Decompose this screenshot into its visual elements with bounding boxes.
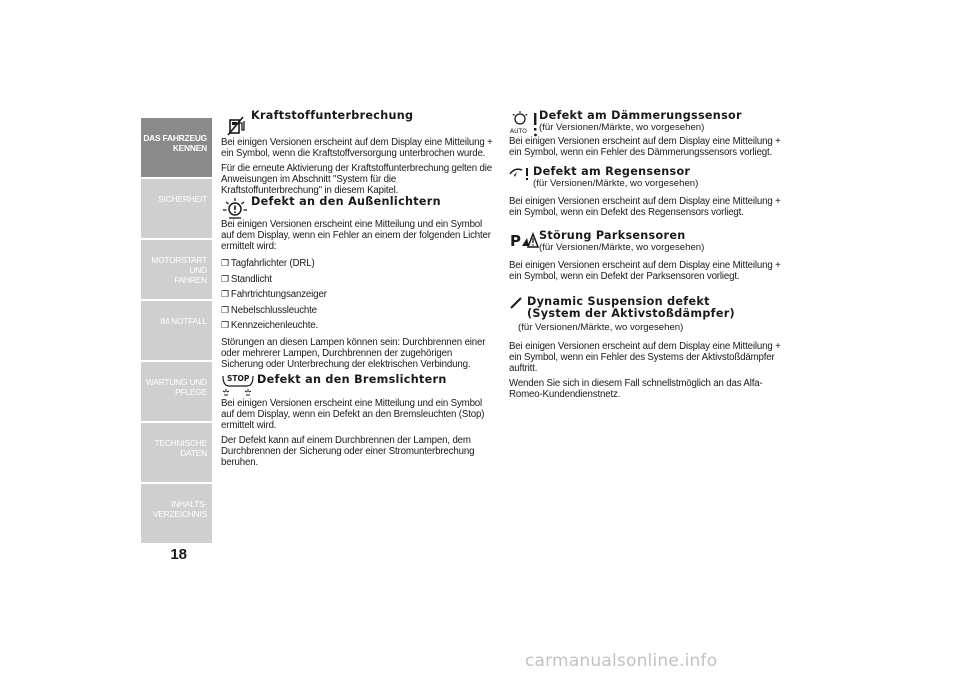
dusk-heading xyxy=(509,110,781,136)
list-item: ❐ Tagfahrlichter (DRL) xyxy=(221,258,315,269)
rain-title: Defekt am Regensensor xyxy=(533,165,691,178)
right-column xyxy=(509,108,781,404)
fuel-heading xyxy=(221,110,493,136)
exterior-paragraph-1: Bei einigen Versionen erscheint eine Mitteilung und ein Symbol auf dem Display, wenn ein Fehler an einem der folgenden Lichter ermittelt wird: xyxy=(221,219,491,252)
tab-sicherheit[interactable]: SICHERHEIT xyxy=(141,179,212,238)
rain-subtitle: (für Versionen/Märkte, wo vorgesehen) xyxy=(533,178,699,189)
page-number: 18 xyxy=(170,546,187,563)
suspension-title-line-2: (System der Aktivstoßdämpfer) xyxy=(527,307,735,320)
brake-heading xyxy=(221,374,493,400)
dusk-subtitle: (für Versionen/Märkte, wo vorgesehen) xyxy=(539,122,705,133)
suspension-subtitle: (für Versionen/Märkte, wo vorgesehen) xyxy=(518,322,684,333)
tab-motorstart-und-fahren[interactable]: MOTORSTART UND FAHREN xyxy=(141,240,212,299)
suspension-paragraph-1: Bei einigen Versionen erscheint auf dem Display eine Mitteilung + ein Symbol, wenn ein Fehler des Systems der Aktivstoßdämpfer auftritt. xyxy=(509,341,781,374)
brake-title: Defekt an den Bremslichtern xyxy=(257,372,447,386)
suspension-paragraph-2: Wenden Sie sich in diesem Fall schnellstmöglich an das Alfa-Romeo-Kundendienstnetz. xyxy=(509,378,763,400)
park-subtitle: (für Versionen/Märkte, wo vorgesehen) xyxy=(539,242,705,253)
rain-paragraph-1: Bei einigen Versionen erscheint auf dem Display eine Mitteilung + ein Symbol, wenn ein Defekt des Regensensors vorliegt. xyxy=(509,196,781,218)
park-title: Störung Parksensoren xyxy=(539,229,686,242)
svg-text:P: P xyxy=(510,232,521,250)
suspension-title: Dynamic Suspension defekt xyxy=(527,295,710,308)
dusk-sensor-icon xyxy=(509,110,539,136)
list-item: ❐ Kennzeichenleuchte. xyxy=(221,320,319,331)
list-item: ❐ Standlicht xyxy=(221,273,272,285)
dusk-title: Defekt am Dämmerungssensor xyxy=(539,109,742,122)
park-paragraph-1: Bei einigen Versionen erscheint auf dem Display eine Mitteilung + ein Symbol, wenn ein Defekt der Parksensoren vorliegt. xyxy=(509,260,781,282)
fuel-title: Kraftstoffunterbrechung xyxy=(251,109,414,122)
exterior-paragraph-2: Störungen an diesen Lampen können sein: Durchbrennen einer oder mehrerer Lampen, Durchbrennen der zugehörigen Sicherung oder Unterbrechung der elektrischen Verbindung. xyxy=(221,336,486,370)
left-column xyxy=(221,108,493,472)
fuel-paragraph-1: Bei einigen Versionen erscheint auf dem Display eine Mitteilung + ein Symbol, wenn die Kraftstoffversorgung unterbrochen wurde. xyxy=(221,137,493,159)
exterior-light-list xyxy=(221,256,493,334)
park-heading xyxy=(509,230,781,256)
tab-technische-daten[interactable]: TECHNISCHE DATEN xyxy=(141,423,212,482)
list-item: ❐ Fahrtrichtungsanzeiger xyxy=(221,289,327,300)
tab-wartung-und-pflege[interactable]: WARTUNG UND PFLEGE xyxy=(141,362,212,421)
rain-heading xyxy=(509,166,781,192)
stop-icon-label: STOP xyxy=(227,373,250,383)
brake-paragraph-2: Der Defekt kann auf einem Durchbrennen der Lampen, dem Durchbrennen der Sicherung oder einer Stromunterbrechung beruhen. xyxy=(221,434,475,468)
list-item: ❐ Nebelschlussleuchte xyxy=(221,304,317,316)
fuel-cutoff-icon xyxy=(221,110,251,136)
tab-im-notfall[interactable]: IM NOTFALL xyxy=(141,301,212,360)
brake-paragraph-1: Bei einigen Versionen erscheint eine Mitteilung und ein Symbol auf dem Display, wenn ein Defekt an den Bremsleuchten (Stop) ermittelt wird. xyxy=(221,397,485,431)
tab-das-fahrzeug-kennen[interactable]: DAS FAHRZEUG KENNEN xyxy=(141,118,212,177)
exterior-title: Defekt an den Außenlichtern xyxy=(251,195,441,208)
chapter-sidebar xyxy=(141,118,212,545)
tab-inhaltsverzeichnis[interactable]: INHALTS- VERZEICHNIS xyxy=(141,484,212,543)
dusk-paragraph-1: Bei einigen Versionen erscheint auf dem Display eine Mitteilung + ein Symbol, wenn ein Fehler des Dämmerungssensors vorliegt. xyxy=(509,136,781,158)
parking-sensor-icon xyxy=(509,230,539,256)
watermark: carmanualsonline.info xyxy=(525,651,718,671)
brake-light-failure-icon xyxy=(221,374,257,400)
rain-sensor-icon xyxy=(509,166,533,192)
fuel-paragraph-2: Für die erneute Aktivierung der Kraftstoffunterbrechung gelten die Anweisungen im Abschnitt "System für die Kraftstoffunterbrechung" in diesem Kapitel. xyxy=(221,163,493,196)
suspension-icon xyxy=(509,296,527,322)
auto-icon-label: AUTO xyxy=(510,128,527,135)
suspension-heading xyxy=(509,296,781,322)
